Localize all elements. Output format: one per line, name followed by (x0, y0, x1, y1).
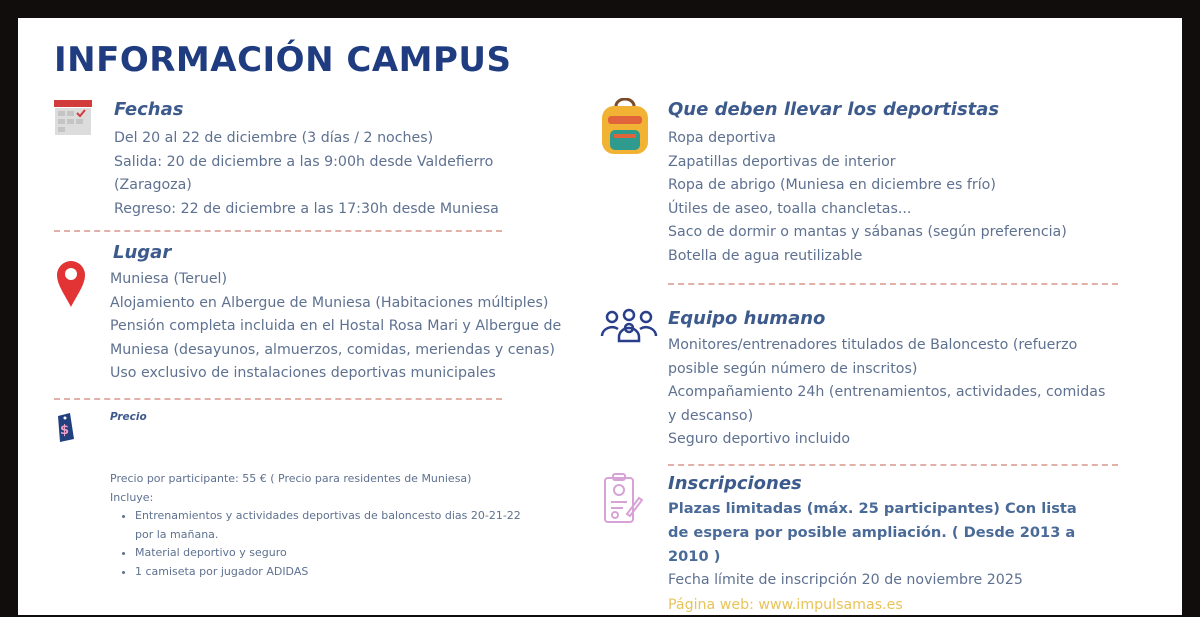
backpack-icon (598, 98, 652, 162)
page-title: INFORMACIÓN CAMPUS (54, 40, 512, 80)
lugar-section (110, 240, 561, 386)
fechas-heading: Fechas (114, 99, 184, 120)
divider (54, 230, 502, 232)
incluye-label: Incluye: (110, 490, 154, 504)
fechas-line: (Zaragoza) (114, 177, 192, 194)
precio-section (110, 411, 147, 423)
lugar-line: Muniesa (desayunos, almuerzos, comidas, meriendas y cenas) (110, 341, 555, 358)
lugar-line: Muniesa (Teruel) (110, 271, 228, 287)
lugar-heading: Lugar (113, 242, 172, 263)
divider (668, 464, 1118, 466)
divider (668, 283, 1118, 285)
equipo-heading: Equipo humano (668, 308, 826, 329)
llevar-line: Zapatillas deportivas de interior (668, 153, 896, 170)
inscripciones-bold-line: Plazas limitadas (máx. 25 participantes) Con lista (668, 500, 1077, 517)
clipboard-form-icon (603, 472, 643, 528)
svg-text:$: $ (60, 423, 70, 438)
fechas-line: Salida: 20 de diciembre a las 9:00h desde Valdefierro (114, 153, 494, 170)
price-tag-icon (52, 410, 76, 448)
precio-line: Precio por participante: 55 € ( Precio para residentes de Muniesa) (110, 472, 472, 485)
llevar-line: Botella de agua reutilizable (668, 247, 863, 264)
inscripciones-section (668, 471, 1077, 617)
precio-details (110, 470, 530, 581)
incluye-item: • Entrenamientos y actividades deportivas de baloncesto dias 20-21-22 por la mañana. (135, 507, 525, 544)
lugar-line: Pensión completa incluida en el Hostal Rosa Mari y Albergue de (110, 318, 562, 335)
inscripciones-heading: Inscripciones (668, 473, 802, 494)
precio-heading: Precio (110, 411, 147, 423)
equipo-line: Acompañamiento 24h (entrenamientos, actividades, comidas (668, 384, 1106, 401)
team-icon (600, 308, 658, 348)
inscripciones-bold-line: 2010 ) (668, 548, 721, 565)
equipo-line: Seguro deportivo incluido (668, 431, 851, 448)
llevar-line: Útiles de aseo, toalla chancletas... (668, 200, 912, 217)
llevar-heading: Que deben llevar los deportistas (668, 99, 1000, 120)
incluye-item: • 1 camiseta por jugador ADIDAS (135, 563, 525, 582)
equipo-line: y descanso) (668, 407, 754, 424)
llevar-section (668, 97, 1067, 269)
fechas-line: Regreso: 22 de diciembre a las 17:30h desde Muniesa (114, 200, 499, 217)
lugar-line: Alojamiento en Albergue de Muniesa (Habitaciones múltiples) (110, 294, 549, 311)
fechas-line: Del 20 al 22 de diciembre (3 días / 2 noches) (114, 130, 434, 146)
llevar-line: Saco de dormir o mantas y sábanas (según preferencia) (668, 224, 1067, 241)
equipo-line: Monitores/entrenadores titulados de Baloncesto (refuerzo (668, 337, 1078, 353)
inscripciones-bold-line: de espera por posible ampliación. ( Desde 2013 a (668, 524, 1076, 541)
incluye-item: • Material deportivo y seguro (135, 544, 525, 563)
fechas-section (114, 97, 499, 221)
website-link[interactable]: Página web: www.impulsamas.es (668, 596, 903, 613)
llevar-line: Ropa deportiva (668, 130, 776, 146)
map-pin-icon (56, 260, 86, 312)
equipo-section (668, 306, 1105, 452)
divider (54, 398, 502, 400)
info-page (18, 18, 1182, 615)
deadline-text: Fecha límite de inscripción 20 de noviembre 2025 (668, 572, 1023, 588)
llevar-line: Ropa de abrigo (Muniesa en diciembre es frío) (668, 177, 996, 194)
calendar-icon (54, 100, 92, 140)
equipo-line: posible según número de inscritos) (668, 360, 918, 377)
lugar-line: Uso exclusivo de instalaciones deportivas municipales (110, 365, 496, 382)
